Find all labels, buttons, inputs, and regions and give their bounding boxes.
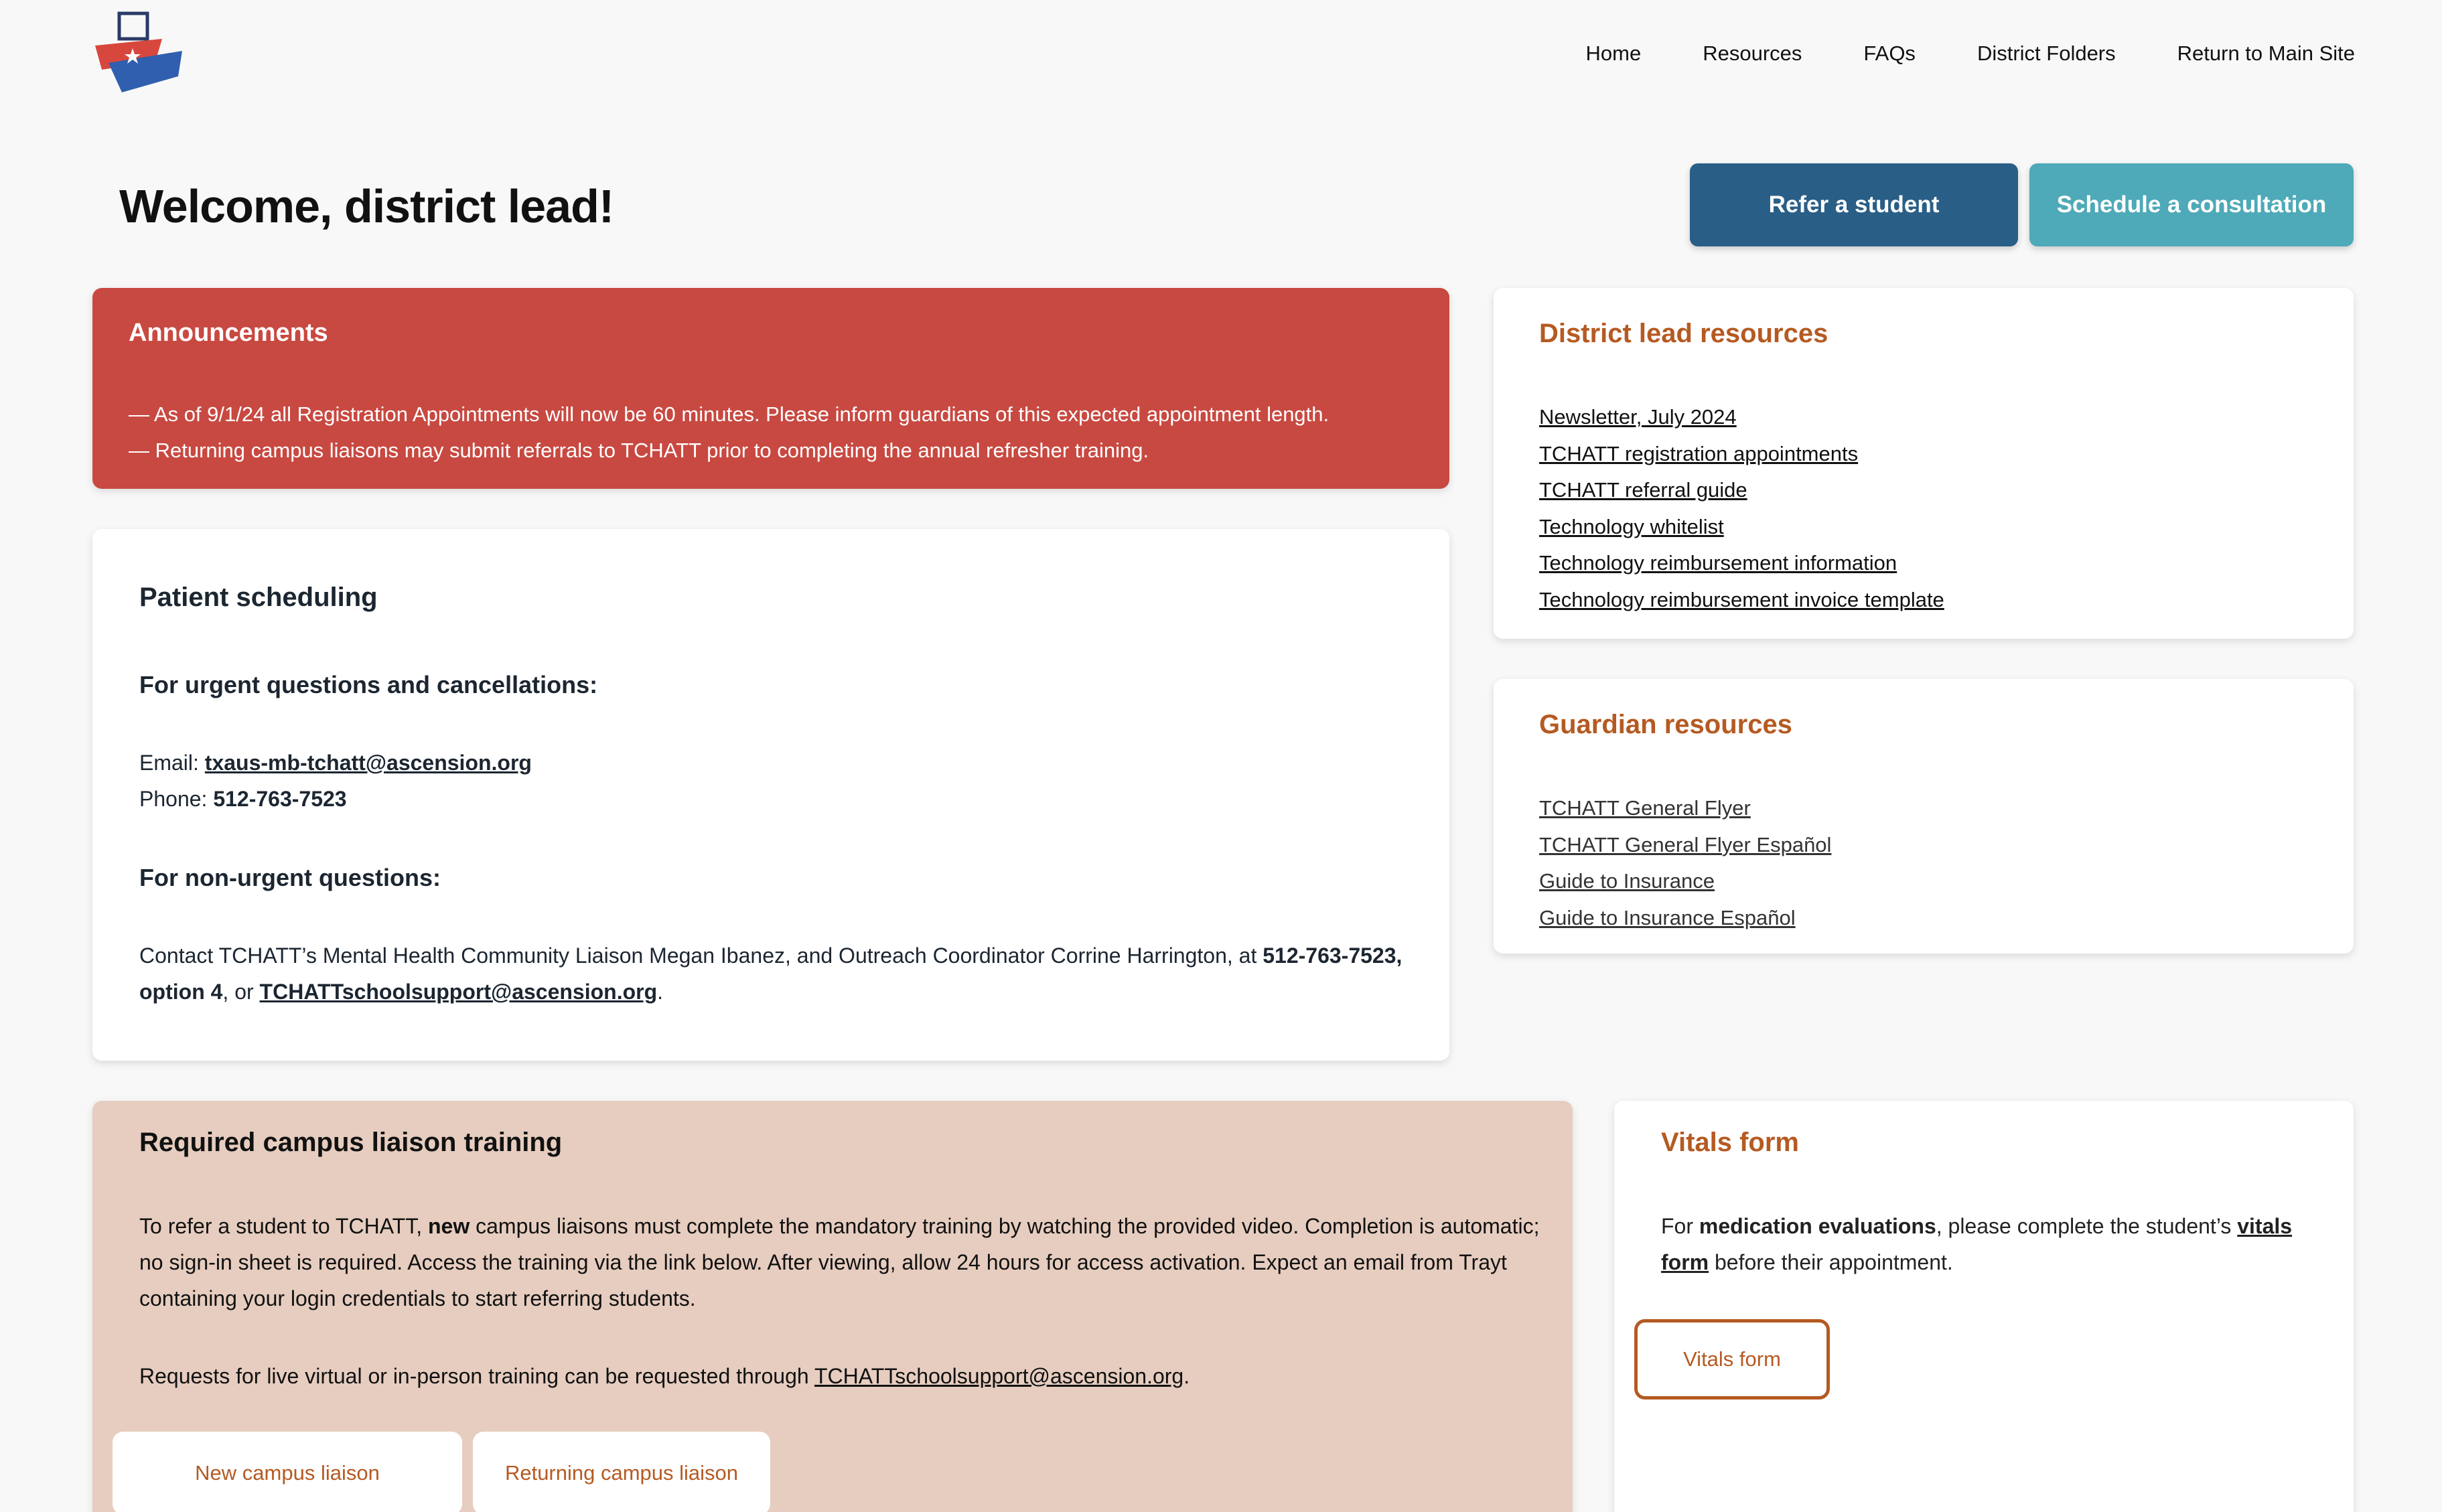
resource-link-invoice-template[interactable]: Technology reimbursement invoice template (1539, 587, 1944, 611)
announcement-item: — Returning campus liaisons may submit referrals to TCHATT prior to completing the annual refresher training. (129, 439, 1149, 462)
nonurgent-text-mid: , or (222, 980, 260, 1004)
guardian-link-flyer-es[interactable]: TCHATT General Flyer Español (1539, 832, 1832, 856)
guardian-resources-list (1539, 790, 1831, 936)
district-lead-resources-card (1494, 288, 2354, 639)
guardian-link-insurance[interactable]: Guide to Insurance (1539, 869, 1715, 893)
training-email-link[interactable]: TCHATTschoolsupport@ascension.org (814, 1364, 1184, 1388)
announcement-item: — As of 9/1/24 all Registration Appointments will now be 60 minutes. Please inform guardians of this expected appointment length. (129, 402, 1330, 426)
announcements-list (129, 396, 1329, 469)
vitals-form-button[interactable]: Vitals form (1634, 1319, 1830, 1400)
email-label: Email: (139, 751, 205, 775)
nonurgent-text-end: . (657, 980, 664, 1004)
guardian-resources-title: Guardian resources (1539, 710, 1792, 739)
refer-student-button[interactable]: Refer a student (1690, 163, 2018, 246)
vitals-text-end: before their appointment. (1709, 1250, 1953, 1274)
nav-faqs[interactable]: FAQs (1863, 42, 1916, 65)
scheduling-phone: 512-763-7523 (213, 787, 347, 811)
training-request-paragraph (139, 1358, 1190, 1394)
scheduling-email-link[interactable]: txaus-mb-tchatt@ascension.org (204, 751, 532, 775)
lead-resources-title: District lead resources (1539, 319, 1828, 348)
page-title: Welcome, district lead! (119, 180, 614, 232)
urgent-contact (139, 745, 532, 817)
returning-campus-liaison-button[interactable]: Returning campus liaison (473, 1432, 770, 1512)
guardian-link-flyer[interactable]: TCHATT General Flyer (1539, 796, 1751, 820)
resource-link-referral-guide[interactable]: TCHATT referral guide (1539, 478, 1747, 502)
patient-scheduling-card (92, 529, 1449, 1061)
resource-link-registration[interactable]: TCHATT registration appointments (1539, 441, 1859, 465)
main-nav (1586, 42, 2355, 66)
support-email-link[interactable]: TCHATTschoolsupport@ascension.org (259, 980, 658, 1004)
guardian-link-insurance-es[interactable]: Guide to Insurance Español (1539, 905, 1796, 929)
resource-link-whitelist[interactable]: Technology whitelist (1539, 514, 1724, 538)
new-campus-liaison-button[interactable]: New campus liaison (113, 1432, 462, 1512)
training-text-bold: new (427, 1214, 470, 1238)
phone-label: Phone: (139, 787, 214, 811)
nav-return-main-site[interactable]: Return to Main Site (2177, 42, 2355, 65)
schedule-consultation-button[interactable]: Schedule a consultation (2029, 163, 2354, 246)
nonurgent-text: Contact TCHATT’s Mental Health Community Liaison Megan Ibanez, and Outreach Coordinator Corrine Harrington, at (139, 943, 1263, 968)
lead-resources-list (1539, 399, 1944, 618)
vitals-form-link[interactable]: vitals form (1661, 1214, 2293, 1274)
training-title: Required campus liaison training (139, 1128, 563, 1157)
training-paragraph (139, 1208, 1546, 1316)
tchatt-logo[interactable] (92, 11, 184, 92)
nonurgent-phone: 512-763-7523, option 4 (139, 943, 1403, 1004)
scheduling-title: Patient scheduling (139, 583, 378, 612)
vitals-form-card (1614, 1101, 2354, 1512)
training-request-text: Requests for live virtual or in-person training can be requested through (139, 1364, 814, 1388)
vitals-text-mid: , please complete the student’s (1936, 1214, 2238, 1238)
nav-resources[interactable]: Resources (1703, 42, 1802, 65)
announcements-title: Announcements (129, 319, 328, 347)
vitals-title: Vitals form (1661, 1128, 1799, 1157)
nonurgent-paragraph (139, 937, 1412, 1010)
vitals-text: For (1661, 1214, 1699, 1238)
guardian-resources-card (1494, 679, 2354, 954)
urgent-heading: For urgent questions and cancellations: (139, 671, 598, 698)
nav-home[interactable]: Home (1585, 42, 1642, 65)
vitals-paragraph (1661, 1208, 2331, 1280)
training-request-end: . (1183, 1364, 1190, 1388)
nav-district-folders[interactable]: District Folders (1977, 42, 2116, 65)
vitals-text-bold: medication evaluations (1699, 1214, 1936, 1238)
training-text: To refer a student to TCHATT, (139, 1214, 428, 1238)
resource-link-reimbursement-info[interactable]: Technology reimbursement information (1539, 551, 1897, 575)
nonurgent-heading: For non-urgent questions: (139, 864, 441, 891)
training-text-rest: campus liaisons must complete the mandatory training by watching the provided video. Completion is automatic; no sign-in sheet is required. Access the training via the link below. After viewing, allow 24 hours for access activation. Expect an email from Trayt containing your login credentials to start referring students. (139, 1214, 1540, 1310)
campus-liaison-training-card (92, 1101, 1573, 1512)
resource-link-newsletter[interactable]: Newsletter, July 2024 (1539, 405, 1737, 429)
announcements-card (92, 288, 1449, 489)
